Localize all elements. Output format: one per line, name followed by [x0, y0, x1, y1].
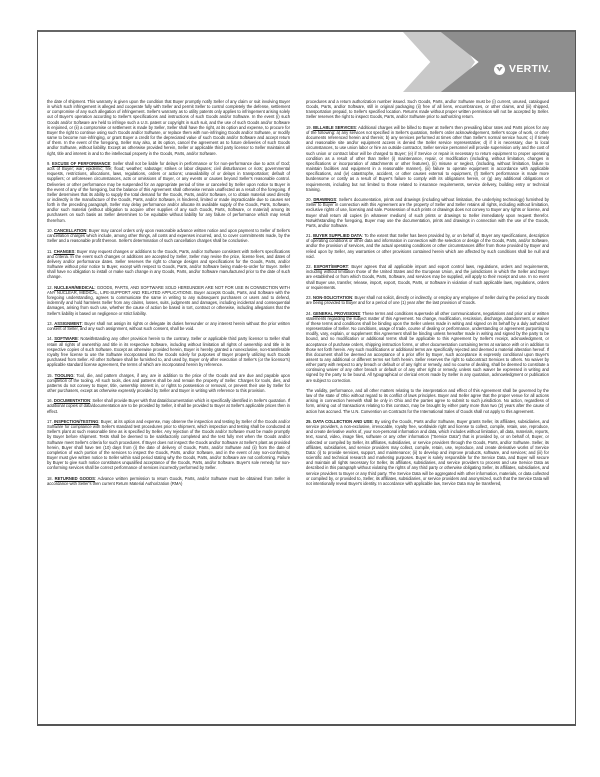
vertiv-chevron-icon	[494, 64, 505, 75]
section-title: SOFTWARE	[54, 336, 78, 342]
left-sections	[47, 161, 290, 486]
section-body: By using the Goods, Parts and/or Software, Buyer grants Seller, its affiliates, subsidiaries, and service providers, a non-exclusive, irrevocable, royalty free, worldwide right and license to collect, compile, retain, use, reproduce, and create derivative works of, your non-personal information and data, which includes without limitation, all data, materials, reports, text, sound, video, image files, software or any other information ("Service Data") that is provided by, or on behalf of, Buyer, or collected or compiled by Seller, its affiliates, subsidiaries, or service providers through the Goods, Parts, and/or Software. Seller, its affiliates, subsidiaries, and service providers may collect, compile, retain, use, reproduce, and create derivative works of Service Data: (i) to provide services, support, and maintenance; (ii) to develop and improve products, software, and services; and (iii) for scientific and technical research and marketing purposes. Buyer is solely responsible for the Service Data, and Buyer will secure and maintain all rights necessary for Seller, its affiliates, subsidiaries, and service providers to process and use Service Data as described in this paragraph without violating the rights of any third party or otherwise obligating Seller, its affiliates, subsidiaries, and service providers to Buyer or any third party. The Service Data will be aggregated with other information, materials, or data collected or compiled by, or provided to, Seller, its affiliates, subsidiaries, or service providers and anonymized, such that the Service Data will not intentionally reveal Buyer's identity. In accordance with applicable law, Service Data may be transfered,	[306, 418, 550, 486]
section-body: : Seller shall provide Buyer with that data/documentation which is specifically identified in Seller's quotation. If additional copies of data/documentation are to be provided by Seller, it shall be provided to Buyer at Seller's applicable prices then in effect.	[47, 398, 290, 414]
section-number: 24.	[306, 310, 312, 316]
section-number: 14.	[47, 336, 53, 342]
section-number: 18.	[47, 475, 53, 481]
section-title: EXPORT/IMPORT	[313, 264, 349, 270]
section-body: : Seller shall not be liable for delays in performance or for non-performance due to acts of God; acts of Buyer; war; epidemic; fire; flood; weather; sabotage; strikes or labor disputes; civil disturbances or riots; governmental requests, restrictions, allocations, laws, regulations, orders or actions; unavailability of or delays in transportation; default of suppliers; or unforeseen circumstances, acts or omissions of Buyer, or any events or causes beyond Seller's reasonable control. Deliveries or other performance may be suspended for an appropriate period of time or canceled by Seller upon notice to Buyer in the event of any of the foregoing, but the balance of this Agreement shall otherwise remain unaffected as a result of the foregoing. If Seller determines that its ability to supply the total demand for the Goods, Parts, and/or Software, or to obtain material used directly or indirectly in the manufacture of the Goods, Parts, and/or Software, is hindered, limited or made impracticable due to causes set forth in the preceding paragraph, Seller may delay performance and/or allocate its available supply of the Goods, Parts, Software, and/or such material (without obligation to acquire other supplies of any such Goods, Parts, Software, or material) among its purchasers on such basis as Seller determines to be equitable without liability for any failure of performance which may result therefrom.	[47, 160, 291, 223]
section-number: 12.	[47, 284, 53, 290]
section-body: : Buyer agrees that all applicable import and export control laws, regulations, orders and requirements, including without limitation those of the United States and the European Union, and the jurisdictions in which the Seller and Buyer are established or from which Goods, Parts, Software, and services may be supplied, will apply to their receipt and use. In no event shall Buyer use, transfer, release, import, export, Goods, Parts, or Software in violation of such applicable laws, regulations, orders or requirements.	[306, 264, 549, 290]
section-title: NON-SOLICITATION	[312, 295, 353, 301]
section-number: 16.	[47, 398, 53, 404]
section-23-non-solicitation	[306, 295, 549, 305]
left-column	[47, 99, 290, 491]
section-title: TOOLING	[54, 372, 74, 378]
section-number: 19.	[306, 124, 312, 130]
section-title: DATA COLLECTION AND USE:	[313, 418, 374, 424]
section-body: : Additional charges will be billed to Buyer at Seller's then prevailing labor rates and Parts prices for any of the following: a) any services not specified in Seller's quotation, Seller's order acknowledgement, Seller's scope of work, or other documents referenced herein and therein; b) any services performed at times other than Seller's normal service hours; c) if timely and reasonable site and/or equipment access is denied the Seller service representative; d) if it is necessary, due to local circumstances, to use union labor or hire an outside contractor, Seller service personnel will provide supervision only and the cost of such union or contract labor will be charged to Buyer; (e) if Service or repair is necessary to return equipment to proper operating condition as a result of other than Seller (i) maintenance, repair, or modification (including, without limitation, changes in specifications or incorporation of attachments or other features), (ii) misuse or neglect, (including, without limitation, failure to maintain facilities and equipment in a reasonable manner), (iii) failure to operate equipment in accordance with applicable specifications, and (iv) catastrophe, accident, or other causes external to equipment, (f) Seller's performance is made more burdensome or costly as a result of Buyer's failure to comply with its obligations herein, or (g) any additional obligations or requirements, including but not limited to those related to insurance requirements, service delivery, building entry or technical training.	[306, 124, 549, 192]
section-title: CANCELLATION	[54, 227, 87, 233]
section-16-documentation	[47, 398, 290, 413]
document-page	[37, 30, 576, 726]
section-body: : Buyer may cancel orders only upon reasonable advance written notice and upon payment to Seller of Seller's cancellation charges which include, among other things, all costs and expenses incurred, and, to cover commitments made, by the Seller and a reasonable profit thereon. Seller's determination of such cancellation charges shall be conclusive.	[47, 227, 290, 244]
vertiv-logo	[494, 63, 551, 75]
section-number: 15.	[47, 372, 53, 378]
section-title: GENERAL PROVISIONS	[312, 310, 361, 316]
section-title: BILLABLE SERVICES	[313, 124, 356, 130]
section-number: 10.	[47, 227, 53, 233]
section-9-excuse-of-performance	[47, 161, 290, 223]
section-13-assignment	[47, 321, 290, 331]
section-number: 17.	[47, 418, 53, 424]
right-column	[306, 99, 549, 491]
section-number: 21.	[306, 233, 312, 239]
logo-text: VERTIV.	[509, 63, 551, 75]
section-title: BUYER SUPPLIED DATA	[313, 233, 362, 239]
section-10-cancellation	[47, 228, 290, 243]
section-body: : These terms and conditions supersede all other communications, negotiations and prior oral or written statements regarding the subject matter of this Agreement. No change, modification, rescission, discharge, abandonment, or waiver of these terms and conditions shall be binding upon the Seller unless made in writing and signed on its behalf by a duly authorized representative of Seller. No conditions, usage of trade, course of dealing or performance, understanding or agreement purporting to modify, vary, explain, or supplement this Agreement shall be binding unless hereafter made in writing and signed by the party to be bound, and no modification or additional terms shall be applicable to this Agreement by Seller's receipt, acknowledgment, or acceptance of purchase orders, shipping instruction forms, or other documentation containing terms at variance with or in addition to those set forth herein. Any such modifications or additional terms are specifically rejected and deemed a material alteration hereof. If this document shall be deemed an acceptance of a prior offer by Buyer, such acceptance is expressly conditional upon Buyer's assent to any additional or different terms set forth herein. Seller reserves the right to subcontract Services to others. No waiver by either party with respect to any breach or default or of any right or remedy, and no course of dealing, shall be deemed to constitute a continuing waiver of any other breach or default or of any other right or remedy, unless such waiver be expressed in writing and signed by the party to be bound. All typographical or clerical errors made by Seller in any quotation, acknowledgment or publication are subject to correction.	[306, 310, 550, 383]
section-number: 13.	[47, 320, 53, 326]
section-body: : To the extent that Seller has been provided by, or on behalf of, Buyer any specifications, description of operating conditions or other data and information in connection with the selection or design of the Goods, Parts, and/or Software, and/or the provision of services, and the actual operating conditions or other circumstances differ from those provided by Buyer and relied upon by Seller, any warranties or other provisions contained herein which are affected by such conditions shall be null and void.	[306, 233, 549, 259]
section-title: DRAWINGS	[313, 197, 337, 203]
warranty-continuation: the date of shipment. This warranty is given upon the condition that Buyer promptly notify Seller of any claim or suit involving Buyer in which such infringement is alleged and cooperate fully with Seller and permit Seller to control completely the defense, settlement or compromise of any such allegation of infringement. Seller's warranty as to utility patents only applies to infringement arising solely out of Buyer's operation according to Seller's specifications and instructions of such Goods and/or Software. In the event (i) such Goods and/or Software are held to infringe such a U.S. patent or copyright in such suit, and the use of such Goods and/or Software is enjoined, or (ii) a compromise or settlement is made by Seller, Seller shall have the right, at its option and expense, to procure for Buyer the right to continue using such Goods and/or Software, or replace them with non-infringing Goods and/or Software, or modify same to become non-infringing, or grant Buyer a credit for the depreciated value of such Goods and/or Software and accept return of them. In the event of the foregoing, Seller may also, at its option, cancel the agreement as to future deliveries of such Goods and/or Software, without liability. Except as otherwise provided herein, Seller or applicable third party licensor to Seller maintains all right, title and interest in and to the intellectual property in the Goods, Parts, and/or Software.	[47, 99, 290, 156]
section-title: DOCUMENTATION	[53, 398, 91, 404]
section-18-returned-goods	[47, 476, 290, 486]
governing-law-paragraph: The validity, performance, and all other matters relating to the interpretation and effect of this Agreement shall be governed by the law of the state of Ohio without regard to its conflict of laws principles. Buyer and Seller agree that the proper venue for all actions arising in connection herewith shall be only in Ohio and the parties agree to submit to such jurisdiction. No action, regardless of form, arising out of transactions relating to this contract, may be brought by either party more than two (2) years after the cause of action has accrued. The U.N. Convention on Contracts for the International Sales of Goods shall not apply to this agreement.	[306, 387, 549, 414]
section-19-billable-services	[306, 125, 549, 192]
section-body: : Buyer, at its option and expense, may observe the inspection and testing by Seller of the Goods and/or Software for compliance with Seller's standard test procedures prior to shipment, which inspection and testing shall be conducted at Seller's plant at such reasonable time as is specified by Seller. Any rejection of the Goods and/or Software must be made promptly by Buyer before shipment. Tests shall be deemed to be satisfactorily completed and the test fully met when the Goods and/or Software meet Seller's criteria for such procedures. If Buyer does not inspect the Goods and/or Software at Seller's plant as provided herein, Buyer shall have ten (10) days from (i) the date of delivery of Goods, Parts, and/or Software and (ii) from the date of completion of each portion of the services to inspect the Goods, Parts, and/or Software, and in the event of any non-conformity, Buyer must give written notice to Seller within said period stating why the Goods, Parts, and/or Software are not conforming. Failure by Buyer to give such notice constitutes unqualified acceptance of the Goods, Parts, and/or Software. Buyer's sole remedy for non-conforming services shall be correct performance of services incorrectly performed by Seller.	[47, 418, 291, 471]
section-body: : GOODS, PARTS, AND SOFTWARE SOLD HEREUNDER ARE NOT FOR USE IN CONNECTION WITH ANY NUCLEAR, MEDICAL, LIFE-SUPPORT AND RELATED APPLICATIONS. Buyer accepts Goods, Parts, and Software with the foregoing understanding, agrees to communicate the same in writing to any subsequent purchasers or users and to defend, indemnify and hold harmless Seller from any claims, losses, suits, judgments and damages, including incidental and consequential damages, arising from such use, whether the cause of action be based in tort, contract or otherwise, including allegations that the Seller's liability is based on negligence or strict liability.	[47, 284, 290, 316]
section-title: ASSIGNMENT	[54, 320, 82, 326]
section-title: RETURNED GOODS	[54, 475, 95, 481]
section-22-export-import	[306, 264, 549, 290]
section-12-nuclear-medical	[47, 285, 290, 316]
section-body: : Notwithstanding any other provision herein to the contrary, Seller or applicable third party licensor to Seller shall retain all rights of ownership and title in its respective Software, including without limitation all rights of ownership and title in its respective copies of such Software. Except as otherwise provided herein, Buyer is hereby granted a nonexclusive, non-transferable royalty free license to use the Software incorporated into the Goods solely for purposes of Buyer properly utilizing such Goods purchased from Seller. All other Software shall be furnished to, and used by, Buyer only after execution of Seller's (or the licensor's) applicable standard license agreement, the terms of which are incorporated herein by reference.	[47, 336, 290, 368]
section-25-data-collection	[306, 419, 549, 486]
section-number: 11.	[47, 248, 53, 254]
section-11-changes	[47, 249, 290, 280]
section-20-drawings	[306, 197, 549, 228]
section-24-general-provisions	[306, 311, 549, 383]
section-title: CHANGES	[53, 248, 75, 254]
section-15-tooling	[47, 373, 290, 394]
section-body: : Advance written permission to return Goods, Parts, and/or Software must be obtained from Seller in accordance with Seller's then current Return Material Authorization (RMA)	[47, 475, 291, 486]
section-number: 23.	[306, 295, 312, 301]
right-sections	[306, 125, 549, 383]
section-body: : Tool, die, and pattern charges, if any, are in addition to the price of the Goods and are due and payable upon completion of the tooling. All such tools, dies and patterns shall be and remain the property of Seller. Charges for tools, dies, and patterns do not convey to Buyer, title, ownership interest in, or rights to possession or removal, or prevent their use by Seller for other purchasers, except as otherwise expressly provided by Seller and Buyer in writing with reference to this provision.	[47, 372, 290, 393]
section-21-buyer-supplied-data	[306, 233, 549, 259]
section-number: 9.	[47, 160, 51, 166]
section-number: 20.	[306, 197, 312, 203]
section-17-inspection-testing	[47, 419, 290, 471]
returned-goods-continuation: procedures and a return authorization number issued. Such Goods, Parts, and/or Software must be (i) current, unused, catalogued Goods, Parts, and/or Software, still in original packaging (ii) free of all liens, encumbrances, or other claims, and (iii) shipped, transportation prepaid, to Seller's specified location. Returns made without proper written permission will not be accepted by Seller. Seller reserves the right to inspect Goods, Parts, and/or Software prior to authorizing return.	[306, 99, 549, 120]
section-body: : Buyer shall not solicit, directly or indirectly, or employ any employee of Seller during the period any Goods are being provided to Buyer and for a period of one (1) year after the last provision of Goods.	[306, 295, 550, 306]
section-title: INSPECTION/TESTING	[54, 418, 99, 424]
section-title: NUCLEAR/MEDICAL	[54, 284, 95, 290]
section-number: 25.	[306, 418, 312, 424]
section-body: : Buyer may request changes or additions to the Goods, Parts, and/or Software consistent with Seller's specifications and criteria. In the event such changes or additions are accepted by Seller, Seller may revise the price, license fees, and dates of delivery and/or performance dates. Seller reserves the right to change designs and specifications for the Goods, Parts, and/or Software without prior notice to Buyer, except with respect to Goods, Parts, and/or Software being made-to-order for Buyer. Seller shall have no obligation to install or make such change in any Goods, Parts, and/or Software manufactured prior to the date of such change.	[47, 248, 291, 280]
section-body: : Buyer shall not assign its rights or delegate its duties hereunder or any interest herein without the prior written consent of Seller, and any such assignment, without such consent, shall be void.	[47, 320, 290, 332]
section-14-software	[47, 336, 290, 367]
section-number: 22.	[306, 264, 312, 270]
section-title: EXCUSE OF PERFORMANCE	[52, 160, 111, 166]
section-body: : Seller's documentation, prints and drawings (including without limitation, the underlying technology) furnished by Seller to Buyer in connection with this Agreement are the property of Seller and Seller retains all rights, including without limitation, exclusive rights of use, licensing and sale. Possession of such prints or drawings does not convey to Buyer any rights or license, and Buyer shall return all copies (in whatever medium) of such prints or drawings to Seller immediately upon request therefor. Notwithstanding the foregoing, Buyer may use the documentation, prints and drawings in connection with the use of the Goods, Parts, and/or Software.	[306, 197, 549, 228]
